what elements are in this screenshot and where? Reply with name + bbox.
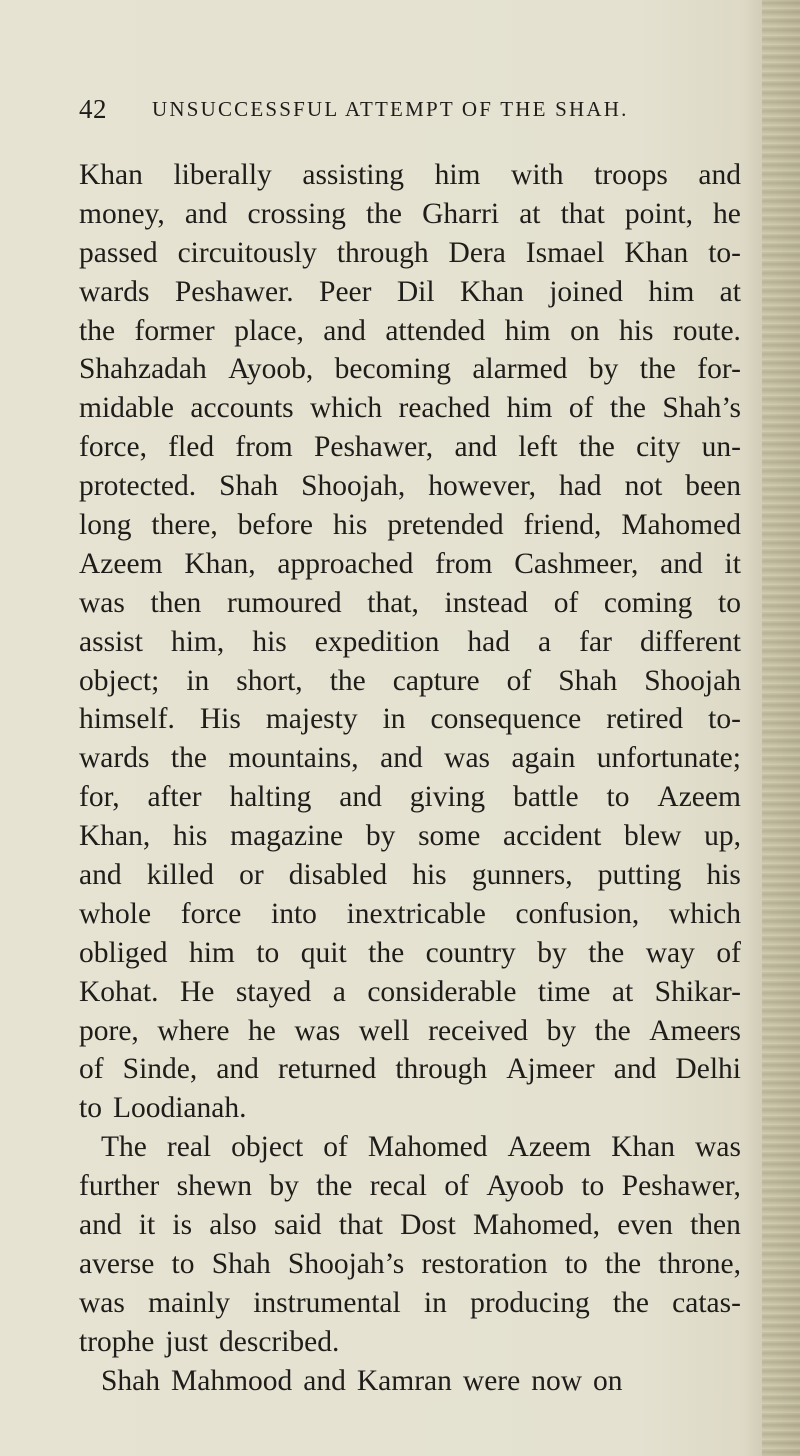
text-line: long there, before his pretended friend, Mahomed bbox=[79, 509, 741, 542]
page-edge-shadow bbox=[762, 0, 800, 1456]
text-line: the former place, and attended him on his route. bbox=[79, 314, 741, 347]
page-header bbox=[79, 94, 679, 134]
text-line: assist him, his expedition had a far different bbox=[79, 625, 741, 658]
text-line: Khan, his magazine by some accident blew up, bbox=[79, 820, 741, 853]
body-text bbox=[79, 156, 741, 1401]
running-head: UNSUCCESSFUL ATTEMPT OF THE SHAH. bbox=[152, 97, 629, 121]
text-line: whole force into inextricable confusion, which bbox=[79, 897, 741, 930]
text-line: for, after halting and giving battle to Azeem bbox=[79, 781, 741, 814]
text-line: Khan liberally assisting him with troops and bbox=[79, 159, 741, 191]
text-line: protected. Shah Shoojah, however, had not been bbox=[79, 470, 741, 503]
text-line: of Sinde, and returned through Ajmeer and Delhi bbox=[79, 1053, 741, 1086]
text-line: Shahzadah Ayoob, becoming alarmed by the for- bbox=[79, 353, 741, 386]
text-line: to Loodianah. bbox=[79, 1092, 247, 1125]
text-line: was then rumoured that, instead of coming to bbox=[79, 586, 741, 619]
text-line: midable accounts which reached him of the Shah’s bbox=[79, 392, 741, 425]
text-line: pore, where he was well received by the Ameers bbox=[79, 1014, 741, 1047]
text-line: object; in short, the capture of Shah Shoojah bbox=[79, 664, 741, 697]
text-line: money, and crossing the Gharri at that point, he bbox=[79, 197, 741, 230]
text-line: Shah Mahmood and Kamran were now on bbox=[101, 1364, 623, 1397]
text-line: The real object of Mahomed Azeem Khan was bbox=[101, 1131, 741, 1164]
text-line: averse to Shah Shoojah’s restoration to the throne, bbox=[79, 1247, 741, 1280]
text-line: wards the mountains, and was again unfortunate; bbox=[79, 742, 741, 775]
text-line: passed circuitously through Dera Ismael Khan to- bbox=[79, 236, 741, 269]
text-line: Kohat. He stayed a considerable time at Shikar- bbox=[79, 975, 741, 1008]
text-line: wards Peshawer. Peer Dil Khan joined him at bbox=[79, 275, 741, 308]
text-line: trophe just described. bbox=[79, 1325, 340, 1358]
text-line: further shewn by the recal of Ayoob to Peshawer, bbox=[79, 1170, 741, 1203]
text-line: force, fled from Peshawer, and left the city un- bbox=[79, 431, 741, 464]
text-line: and killed or disabled his gunners, putting his bbox=[79, 859, 741, 892]
text-line: Azeem Khan, approached from Cashmeer, and it bbox=[79, 547, 741, 580]
text-line: and it is also said that Dost Mahomed, even then bbox=[79, 1209, 741, 1242]
text-line: was mainly instrumental in producing the catas- bbox=[79, 1286, 741, 1319]
text-line: obliged him to quit the country by the way of bbox=[79, 936, 741, 969]
text-line: himself. His majesty in consequence retired to- bbox=[79, 703, 741, 736]
page-number: 42 bbox=[79, 94, 107, 124]
